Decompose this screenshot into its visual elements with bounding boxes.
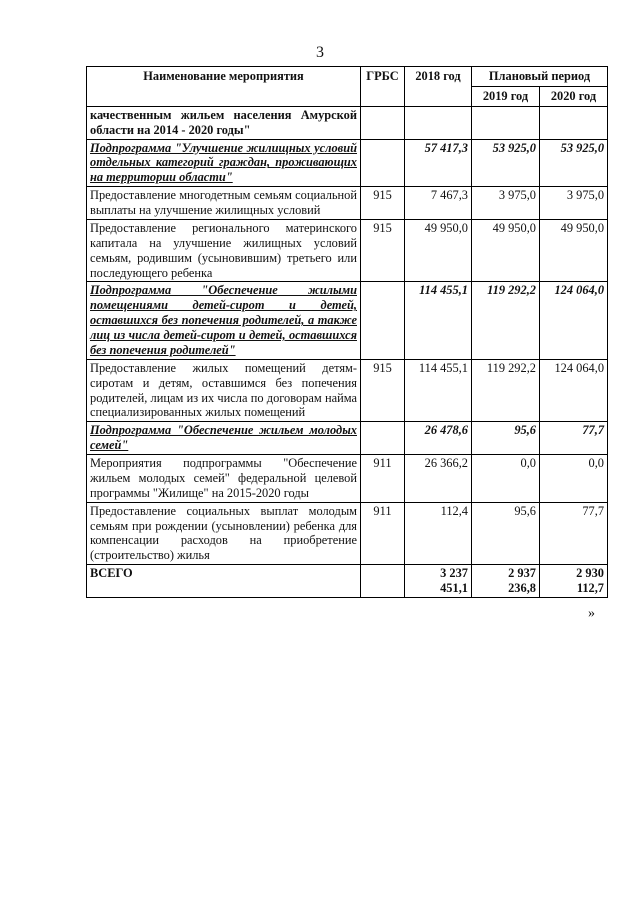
row-value-2018: 49 950,0	[405, 219, 472, 282]
row-grbs: 915	[361, 187, 405, 220]
row-value-2018	[405, 106, 472, 139]
row-grbs: 915	[361, 219, 405, 282]
total-value-2019-line2: 236,8	[508, 581, 536, 595]
row-value-2020: 77,7	[540, 502, 608, 565]
total-value-2019	[472, 565, 540, 598]
row-value-2018: 26 478,6	[405, 422, 472, 455]
row-value-2019: 119 292,2	[472, 282, 540, 359]
total-value-2018-line1: 3 237	[440, 566, 468, 581]
row-grbs: 911	[361, 502, 405, 565]
row-value-2020: 49 950,0	[540, 219, 608, 282]
row-value-2019	[472, 106, 540, 139]
row-grbs	[361, 106, 405, 139]
row-grbs	[361, 422, 405, 455]
row-name: Подпрограмма "Улучшение жилищных условий отдельных категорий граждан, проживающих на территории области"	[87, 139, 361, 187]
row-value-2018: 114 455,1	[405, 282, 472, 359]
row-grbs	[361, 282, 405, 359]
row-value-2018: 112,4	[405, 502, 472, 565]
row-value-2020: 124 064,0	[540, 359, 608, 422]
row-value-2019: 0,0	[472, 455, 540, 503]
table-row	[87, 219, 608, 282]
row-value-2018: 114 455,1	[405, 359, 472, 422]
header-plan-period: Плановый период	[472, 67, 608, 87]
row-name: Предоставление регионального материнского капитала на улучшение жилищных условий семьям, родившим (усыновившим) третьего или последующего ребенка	[87, 219, 361, 282]
table-row	[87, 502, 608, 565]
row-grbs: 911	[361, 455, 405, 503]
row-value-2019: 49 950,0	[472, 219, 540, 282]
table-row	[87, 455, 608, 503]
total-value-2018	[405, 565, 472, 598]
row-name: Предоставление жилых помещений детям-сиротам и детям, оставшимся без попечения родителей, лицам из их числа по договорам найма специализированных жилых помещений	[87, 359, 361, 422]
total-label: ВСЕГО	[87, 565, 361, 598]
row-grbs	[361, 139, 405, 187]
row-value-2020	[540, 106, 608, 139]
row-value-2020: 3 975,0	[540, 187, 608, 220]
row-value-2018: 26 366,2	[405, 455, 472, 503]
total-value-2020-line2: 112,7	[576, 581, 605, 595]
row-name: Подпрограмма "Обеспечение жильем молодых семей"	[87, 422, 361, 455]
row-value-2019: 95,6	[472, 422, 540, 455]
header-name: Наименование мероприятия	[87, 67, 361, 107]
header-2019: 2019 год	[472, 86, 540, 106]
row-value-2020: 124 064,0	[540, 282, 608, 359]
table-row	[87, 187, 608, 220]
table-body	[87, 106, 608, 597]
header-row	[87, 67, 608, 87]
table-row	[87, 282, 608, 359]
row-grbs: 915	[361, 359, 405, 422]
table-row	[87, 139, 608, 187]
row-name: качественным жильем населения Амурской области на 2014 - 2020 годы"	[87, 106, 361, 139]
total-value-2018-line2: 451,1	[440, 581, 468, 595]
total-grbs	[361, 565, 405, 598]
header-grbs: ГРБС	[361, 67, 405, 107]
table-row	[87, 106, 608, 139]
row-value-2018: 7 467,3	[405, 187, 472, 220]
total-row	[87, 565, 608, 598]
row-name: Предоставление многодетным семьям социальной выплаты на улучшение жилищных условий	[87, 187, 361, 220]
total-value-2020-line1: 2 930	[576, 566, 605, 581]
row-name: Мероприятия подпрограммы "Обеспечение жильем молодых семей" федеральной целевой программы "Жилище" на 2015-2020 годы	[87, 455, 361, 503]
row-value-2019: 53 925,0	[472, 139, 540, 187]
row-value-2020: 53 925,0	[540, 139, 608, 187]
table-row	[87, 422, 608, 455]
row-name: Подпрограмма "Обеспечение жилыми помещениями детей-сирот и детей, оставшихся без попечения родителей, а также лиц из числа детей-сирот и детей, оставшихся без попечения родителей"	[87, 282, 361, 359]
page-number: 3	[316, 44, 324, 61]
closing-quote: »	[588, 606, 595, 621]
row-value-2020: 77,7	[540, 422, 608, 455]
header-2018: 2018 год	[405, 67, 472, 107]
row-value-2019: 3 975,0	[472, 187, 540, 220]
row-value-2018: 57 417,3	[405, 139, 472, 187]
row-name: Предоставление социальных выплат молодым семьям при рождении (усыновлении) ребенка для компенсации расходов на приобретение (строительство) жилья	[87, 502, 361, 565]
total-value-2019-line1: 2 937	[508, 566, 536, 581]
total-value-2020	[540, 565, 608, 598]
row-value-2019: 119 292,2	[472, 359, 540, 422]
row-value-2019: 95,6	[472, 502, 540, 565]
budget-table	[86, 66, 608, 598]
table-row	[87, 359, 608, 422]
header-2020: 2020 год	[540, 86, 608, 106]
row-value-2020: 0,0	[540, 455, 608, 503]
